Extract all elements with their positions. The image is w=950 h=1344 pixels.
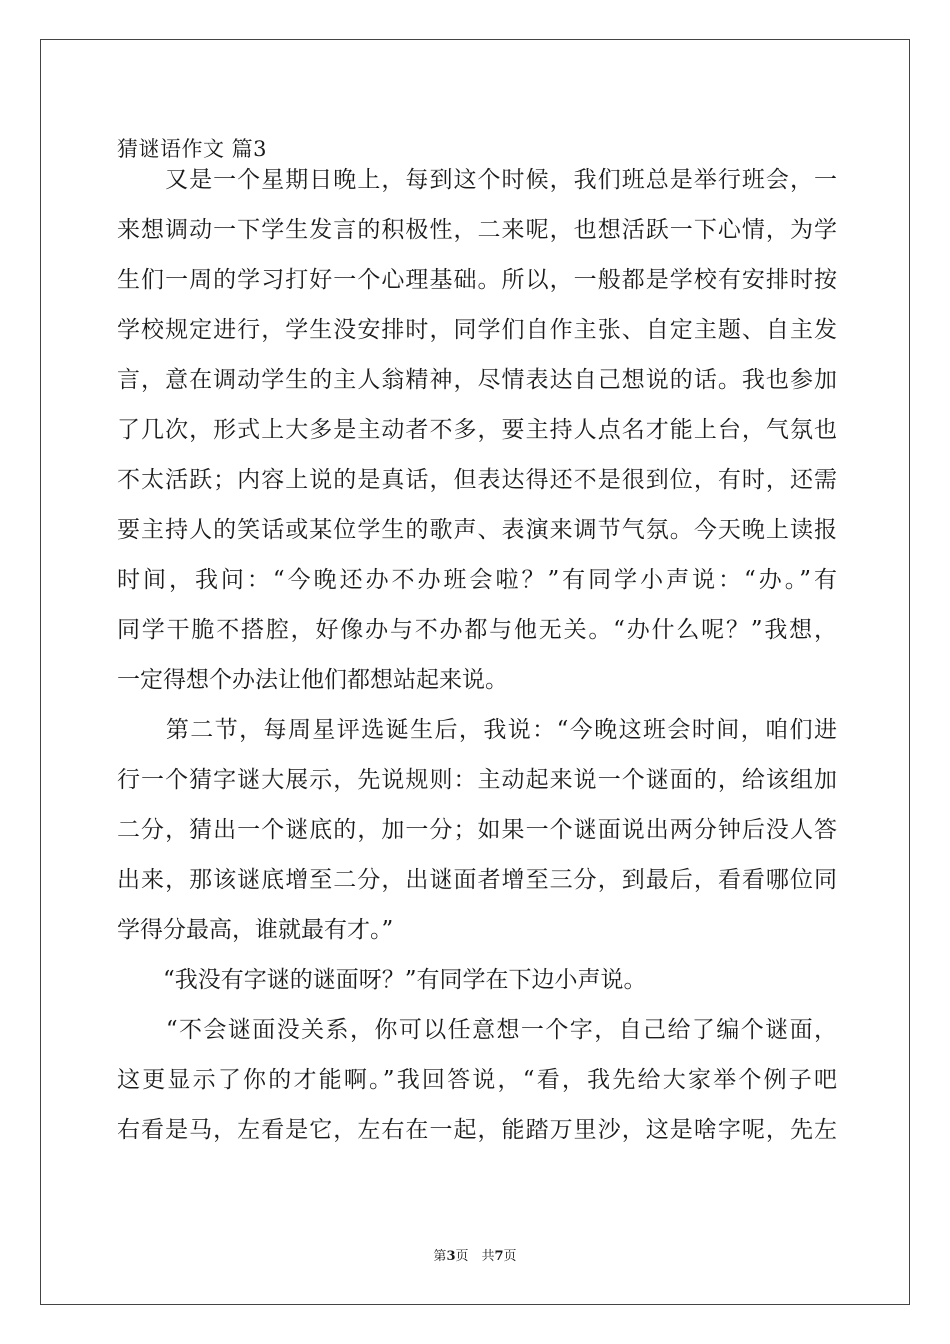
paragraph-1-line: 生们一周的学习打好一个心理基础。所以，一般都是学校有安排时按 (117, 267, 837, 293)
paragraph-4-line: 这更显示了你的才能啊。”我回答说，“看，我先给大家举个例子吧 (117, 1067, 837, 1093)
paragraph-1-line: 要主持人的笑话或某位学生的歌声、表演来调节气氛。今天晚上读报 (117, 517, 837, 543)
page-number-prefix: 第 (433, 1249, 447, 1264)
document-title: 猜谜语作文 篇3 (117, 137, 268, 161)
paragraph-3-line: “我没有字谜的谜面呀？”有同学在下边小声说。 (117, 967, 647, 993)
paragraph-1-line: 学校规定进行，学生没安排时，同学们自作主张、自定主题、自主发 (117, 317, 837, 343)
body-text (117, 155, 837, 1155)
paragraph-1-line: 了几次，形式上大多是主动者不多，要主持人点名才能上台，气氛也 (117, 417, 837, 443)
paragraph-1-line: 时间，我问：“今晚还办不办班会啦？”有同学小声说：“办。”有 (117, 567, 837, 593)
page-footer (0, 1247, 950, 1267)
paragraph-1-line: 一定得想个办法让他们都想站起来说。 (117, 667, 508, 693)
paragraph-1-line: 又是一个星期日晚上，每到这个时候，我们班总是举行班会，一 (117, 167, 837, 193)
paragraph-1-line: 同学干脆不搭腔，好像办与不办都与他无关。“办什么呢？”我想， (117, 617, 837, 643)
page-number-suffix: 页 (503, 1249, 517, 1264)
paragraph-2-line: 学得分最高，谁就最有才。” (117, 917, 394, 943)
paragraph-2-line: 出来，那该谜底增至二分，出谜面者增至三分，到最后，看看哪位同 (117, 867, 837, 893)
paragraph-1-line: 不太活跃；内容上说的是真话，但表达得还不是很到位，有时，还需 (117, 467, 837, 493)
paragraph-4-line: 右看是马，左看是它，左右在一起，能踏万里沙，这是啥字呢，先左 (117, 1117, 837, 1143)
paragraph-2-line: 第二节，每周星评选诞生后，我说：“今晚这班会时间，咱们进 (117, 717, 837, 743)
page-number-total: 7 (494, 1249, 504, 1264)
paragraph-4-line: “不会谜面没关系，你可以任意想一个字，自己给了编个谜面， (117, 1017, 837, 1043)
page-number-current: 3 (446, 1249, 456, 1264)
paragraph-2-line: 行一个猜字谜大展示，先说规则：主动起来说一个谜面的，给该组加 (117, 767, 837, 793)
paragraph-1-line: 言，意在调动学生的主人翁精神，尽情表达自己想说的话。我也参加 (117, 367, 837, 393)
paragraph-1-line: 来想调动一下学生发言的积极性，二来呢，也想活跃一下心情，为学 (117, 217, 837, 243)
page-number-mid: 页 共 (455, 1249, 495, 1264)
paragraph-2-line: 二分，猜出一个谜底的，加一分；如果一个谜面说出两分钟后没人答 (117, 817, 837, 843)
